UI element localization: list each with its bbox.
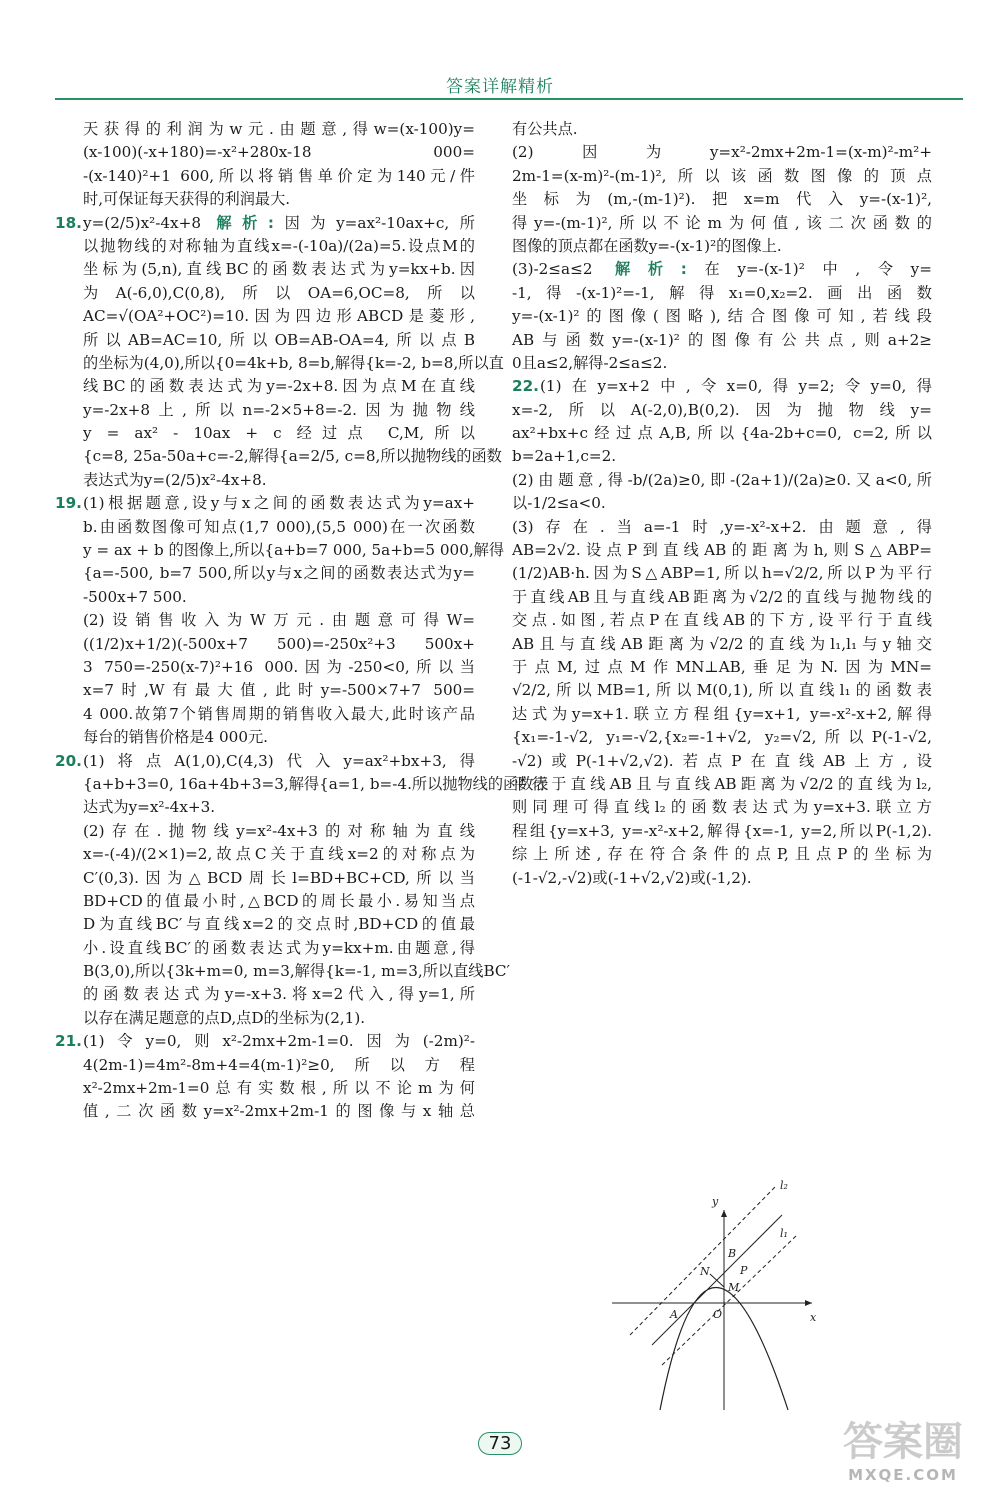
line-text: C′(0,3).因为△BCD周长l=BD+BC+CD,所以当 bbox=[83, 868, 475, 887]
watermark bbox=[818, 1418, 988, 1496]
text-line bbox=[55, 118, 475, 141]
line-text: 每台的销售价格是4 000元. bbox=[83, 728, 268, 747]
text-line bbox=[55, 469, 475, 492]
label-o: O bbox=[713, 1308, 723, 1321]
line-text-rest: 因为y=ax²-10ax+c,所 bbox=[274, 213, 475, 232]
line-text: (2)设销售收入为W万元.由题意可得W= bbox=[83, 611, 475, 630]
line-text: (x-100)(-x+180)=-x²+280x-18 000= bbox=[83, 143, 475, 162]
line-text: y = ax + b 的图像上,所以{a+b=7 000, 5a+b=5 000,解得 bbox=[83, 541, 505, 560]
line-text: 线BC的函数表达式为y=-2x+8.因为点M在直线 bbox=[83, 377, 475, 396]
line-text: B(3,0),所以{3k+m=0, m=3,解得{k=-1, m=3,所以直线BC′ bbox=[83, 962, 510, 981]
text-line bbox=[512, 329, 932, 352]
text-line bbox=[55, 1100, 475, 1123]
text-line bbox=[512, 165, 932, 188]
text-line bbox=[512, 118, 932, 141]
page-header: 答案详解精析 bbox=[446, 77, 554, 97]
text-line bbox=[512, 258, 932, 281]
text-line bbox=[512, 492, 932, 515]
text-line bbox=[55, 726, 475, 749]
text-line bbox=[55, 867, 475, 890]
line-text: (1)在y=x+2中,令x=0,得y=2;令y=0,得 bbox=[540, 377, 932, 396]
figure-svg bbox=[612, 1175, 852, 1415]
line-text: BD+CD的值最小时,△BCD的周长最小.易知当点 bbox=[83, 891, 475, 910]
text-line bbox=[55, 516, 475, 539]
watermark-url: MXQE.COM bbox=[848, 1466, 958, 1484]
text-line bbox=[512, 726, 932, 749]
text-line bbox=[512, 235, 932, 258]
text-line bbox=[55, 352, 504, 375]
line-text: -500x+7 500. bbox=[83, 587, 187, 606]
line-text: 图像的顶点都在函数y=-(x-1)²的图像上. bbox=[512, 236, 782, 255]
line-text: -√2)或P(-1+√2,√2).若点P在直线AB上方,设 bbox=[512, 751, 932, 770]
text-line bbox=[512, 141, 932, 164]
line-text: 于直线AB且与直线AB距离为√2/2的直线与抛物线的 bbox=[512, 587, 932, 606]
line-text: (3)-2≤a≤2 bbox=[512, 260, 615, 279]
line-text: 综上所述,存在符合条件的点P,且点P的坐标为 bbox=[512, 845, 932, 864]
line-text: {c=8, 25a-50a+c=-2,解得{a=2/5, c=8,所以抛物线的函数 bbox=[83, 447, 502, 466]
right-column bbox=[512, 118, 932, 890]
line-text: {x₁=-1-√2, y₁=-√2,{x₂=-1+√2, y₂=√2,所以P(-1-√2, bbox=[512, 728, 932, 747]
text-line bbox=[55, 820, 475, 843]
line-text: (-1-√2,-√2)或(-1+√2,√2)或(-1,2). bbox=[512, 868, 752, 887]
line-l2 bbox=[630, 1185, 777, 1335]
text-line bbox=[55, 562, 475, 585]
y-axis-arrow bbox=[721, 1210, 727, 1217]
line-text: 平行于直线AB且与直线AB距离为√2/2的直线为l₂, bbox=[512, 774, 932, 793]
question-number: 18. bbox=[55, 213, 82, 232]
text-line bbox=[512, 188, 932, 211]
text-line bbox=[512, 399, 932, 422]
text-line bbox=[55, 399, 475, 422]
line-text: 的坐标为(4,0),所以{0=4k+b, 8=b,解得{k=-2, b=8,所以直 bbox=[83, 353, 504, 372]
text-line bbox=[512, 562, 932, 585]
line-text: 达式为y=x+1.联立方程组{y=x+1, y=-x²-x+2,解得 bbox=[512, 704, 932, 723]
text-line bbox=[55, 843, 475, 866]
label-a: A bbox=[670, 1308, 678, 1321]
line-text: y = ax² - 10ax + c 经过点 C,M,所以 bbox=[83, 424, 475, 443]
text-line bbox=[55, 375, 475, 398]
text-line bbox=[55, 937, 475, 960]
text-line bbox=[512, 820, 932, 843]
label-p: P bbox=[740, 1264, 748, 1277]
analysis-keyword: 解析: bbox=[216, 213, 274, 232]
line-text: 坐标为(5,n),直线BC的函数表达式为y=kx+b.因 bbox=[83, 260, 475, 279]
line-text: x=-(-4)/(2×1)=2,故点C关于直线x=2的对称点为 bbox=[83, 845, 475, 864]
analysis-keyword: 解析: bbox=[614, 260, 687, 279]
text-line bbox=[512, 586, 932, 609]
question-number: 19. bbox=[55, 494, 82, 513]
text-line bbox=[512, 375, 932, 398]
line-text: x=-2,所以A(-2,0),B(0,2).因为抛物线y= bbox=[512, 400, 932, 419]
text-line bbox=[55, 1054, 475, 1077]
watermark-logo: 答案圈 bbox=[843, 1419, 963, 1465]
question-number: 21. bbox=[55, 1032, 82, 1051]
line-text-rest: 在y=-(x-1)²中,令y= bbox=[686, 260, 932, 279]
line-text: 4 000.故第7个销售周期的销售收入最大,此时该产品 bbox=[83, 704, 475, 723]
text-line bbox=[55, 539, 505, 562]
text-line bbox=[55, 913, 475, 936]
header-divider bbox=[55, 98, 963, 100]
line-text: (1)将点A(1,0),C(4,3)代入y=ax²+bx+3,得 bbox=[83, 751, 475, 770]
text-line bbox=[55, 1007, 475, 1030]
line-text: 为A(-6,0),C(0,8),所以OA=6,OC=8,所以 bbox=[83, 283, 475, 302]
line-text: √2/2,所以MB=1,所以M(0,1),所以直线l₁的函数表 bbox=[512, 681, 932, 700]
text-line bbox=[55, 422, 475, 445]
text-line bbox=[512, 445, 932, 468]
line-text: 小.设直线BC′的函数表达式为y=kx+m.由题意,得 bbox=[83, 938, 475, 957]
line-text: 程组{y=x+3, y=-x²-x+2,解得{x=-1, y=2,所以P(-1,2). bbox=[512, 821, 932, 840]
line-text: ax²+bx+c经过点A,B,所以{4a-2b+c=0, c=2,所以 bbox=[512, 424, 932, 443]
line-text: y=(2/5)x²-4x+8 bbox=[83, 213, 217, 232]
text-line bbox=[55, 633, 475, 656]
line-text: (1/2)AB·h.因为S△ABP=1,所以h=√2/2,所以P为平行 bbox=[512, 564, 932, 583]
text-line bbox=[512, 305, 932, 328]
text-line bbox=[55, 492, 475, 515]
line-text: 值,二次函数y=x²-2mx+2m-1的图像与x轴总 bbox=[83, 1102, 475, 1121]
text-line bbox=[512, 539, 932, 562]
line-text: 坐标为(m,-(m-1)²).把x=m代入y=-(x-1)², bbox=[512, 190, 932, 209]
text-line bbox=[512, 656, 932, 679]
line-text: 4(2m-1)=4m²-8m+4=4(m-1)²≥0,所以方程 bbox=[83, 1055, 475, 1074]
line-text: (2)由题意,得-b/(2a)≥0,即-(2a+1)/(2a)≥0.又a<0,所 bbox=[512, 470, 932, 489]
text-line bbox=[512, 633, 932, 656]
text-line bbox=[55, 983, 475, 1006]
line-text: 3 750=-250(x-7)²+16 000.因为-250<0,所以当 bbox=[83, 657, 475, 676]
page-number-badge: 73 bbox=[478, 1432, 523, 1455]
text-line bbox=[55, 750, 475, 773]
text-line bbox=[512, 352, 932, 375]
line-text: {a=-500, b=7 500,所以y与x之间的函数表达式为y= bbox=[83, 564, 475, 583]
line-text: x²-2mx+2m-1=0总有实数根,所以不论m为何 bbox=[83, 1079, 475, 1098]
line-text: AC=√(OA²+OC²)=10.因为四边形ABCD是菱形, bbox=[83, 307, 475, 326]
line-text: (2)存在.抛物线y=x²-4x+3的对称轴为直线 bbox=[83, 821, 475, 840]
parabola-figure bbox=[612, 1175, 852, 1415]
text-line bbox=[512, 609, 932, 632]
question-number: 22. bbox=[512, 377, 539, 396]
text-line bbox=[55, 212, 475, 235]
line-text: 则同理可得直线l₂的函数表达式为y=x+3.联立方 bbox=[512, 798, 932, 817]
line-text: 于点M,过点M作MN⊥AB,垂足为N.因为MN= bbox=[512, 657, 932, 676]
text-line bbox=[512, 679, 932, 702]
text-line bbox=[55, 235, 475, 258]
text-line bbox=[55, 656, 475, 679]
text-line bbox=[55, 703, 475, 726]
line-text: D为直线BC′与直线x=2的交点时,BD+CD的值最 bbox=[83, 915, 475, 934]
line-text: (1)令y=0,则x²-2mx+2m-1=0.因为(-2m)²- bbox=[83, 1032, 475, 1051]
text-line bbox=[512, 282, 932, 305]
line-text: AB且与直线AB距离为√2/2的直线为l₁,l₁与y轴交 bbox=[512, 634, 932, 653]
label-m: M bbox=[728, 1281, 740, 1294]
line-text: (3)存在.当a=-1时,y=-x²-x+2.由题意,得 bbox=[512, 517, 932, 536]
line-text: -1,得-(x-1)²=-1,解得x₁=0,x₂=2.画出函数 bbox=[512, 283, 932, 302]
line-text: 达式为y=x²-4x+3. bbox=[83, 798, 216, 817]
text-line bbox=[55, 679, 475, 702]
line-text: 表达式为y=(2/5)x²-4x+8. bbox=[83, 470, 267, 489]
text-line bbox=[55, 1030, 475, 1053]
text-line bbox=[512, 703, 932, 726]
text-line bbox=[55, 586, 475, 609]
line-text: b.由函数图像可知点(1,7 000),(5,5 000)在一次函数 bbox=[83, 517, 475, 536]
line-text: 所以AB=AC=10,所以OB=AB-OA=4,所以点B bbox=[83, 330, 475, 349]
label-l2: l₂ bbox=[780, 1179, 788, 1192]
line-text: 有公共点. bbox=[512, 120, 578, 138]
text-line bbox=[55, 609, 475, 632]
text-line bbox=[55, 329, 475, 352]
line-text: (1)根据题意,设y与x之间的函数表达式为y=ax+ bbox=[83, 494, 475, 513]
text-line bbox=[512, 516, 932, 539]
line-text: (2)因为y=x²-2mx+2m-1=(x-m)²-m²+ bbox=[512, 143, 932, 162]
text-line bbox=[55, 305, 475, 328]
question-number: 20. bbox=[55, 751, 82, 770]
label-n: N bbox=[700, 1265, 710, 1278]
text-line bbox=[512, 469, 932, 492]
line-text: 交点.如图,若点P在直线AB的下方,设平行于直线 bbox=[512, 611, 932, 630]
line-text: 得y=-(m-1)²,所以不论m为何值,该二次函数的 bbox=[512, 213, 932, 232]
label-l1: l₁ bbox=[780, 1227, 788, 1240]
line-text: 天获得的利润为w元.由题意,得w=(x-100)y= bbox=[83, 120, 475, 138]
label-y: y bbox=[712, 1195, 719, 1208]
line-text: x=7时,W有最大值,此时y=-500×7+7 500= bbox=[83, 681, 475, 700]
line-text: 时,可保证每天获得的利润最大. bbox=[83, 190, 291, 209]
text-line bbox=[55, 890, 475, 913]
line-text: AB=2√2.设点P到直线AB的距离为h,则S△ABP= bbox=[512, 541, 932, 560]
line-text: 以存在满足题意的点D,点D的坐标为(2,1). bbox=[83, 1008, 366, 1027]
line-text: 0且a≤2,解得-2≤a≤2. bbox=[512, 353, 668, 372]
text-line bbox=[512, 750, 932, 773]
line-text: 的函数表达式为y=-x+3.将x=2代入,得y=1,所 bbox=[83, 985, 475, 1004]
line-text: ((1/2)x+1/2)(-500x+7 500)=-250x²+3 500x+ bbox=[83, 634, 475, 653]
line-text: y=-(x-1)²的图像(图略),结合图像可知,若线段 bbox=[512, 307, 932, 326]
text-line bbox=[55, 165, 475, 188]
line-text: 以-1/2≤a<0. bbox=[512, 494, 606, 513]
text-line bbox=[55, 445, 502, 468]
line-text: 以抛物线的对称轴为直线x=-(-10a)/(2a)=5.设点M的 bbox=[83, 236, 475, 255]
text-line bbox=[512, 796, 932, 819]
text-line bbox=[55, 282, 475, 305]
text-line bbox=[55, 1077, 475, 1100]
x-axis-arrow bbox=[805, 1300, 812, 1306]
text-line bbox=[512, 422, 932, 445]
line-text: -(x-140)²+1 600,所以将销售单价定为140元/件 bbox=[83, 166, 475, 185]
text-line bbox=[512, 212, 932, 235]
text-line bbox=[512, 773, 932, 796]
line-text: 2m-1=(x-m)²-(m-1)²,所以该函数图像的顶点 bbox=[512, 166, 932, 185]
label-b: B bbox=[728, 1247, 737, 1260]
line-text: b=2a+1,c=2. bbox=[512, 447, 617, 466]
text-line bbox=[512, 843, 932, 866]
text-line bbox=[512, 867, 932, 890]
text-line bbox=[55, 960, 510, 983]
text-line bbox=[55, 188, 475, 211]
label-x: x bbox=[810, 1311, 817, 1324]
text-line bbox=[55, 773, 549, 796]
line-text: AB与函数y=-(x-1)²的图像有公共点,则a+2≥ bbox=[512, 330, 932, 349]
line-text: y=-2x+8上,所以n=-2×5+8=-2.因为抛物线 bbox=[83, 400, 475, 419]
text-line bbox=[55, 258, 475, 281]
line-text: {a+b+3=0, 16a+4b+3=3,解得{a=1, b=-4.所以抛物线的函数表 bbox=[83, 774, 549, 793]
text-line bbox=[55, 796, 475, 819]
text-line bbox=[55, 141, 475, 164]
